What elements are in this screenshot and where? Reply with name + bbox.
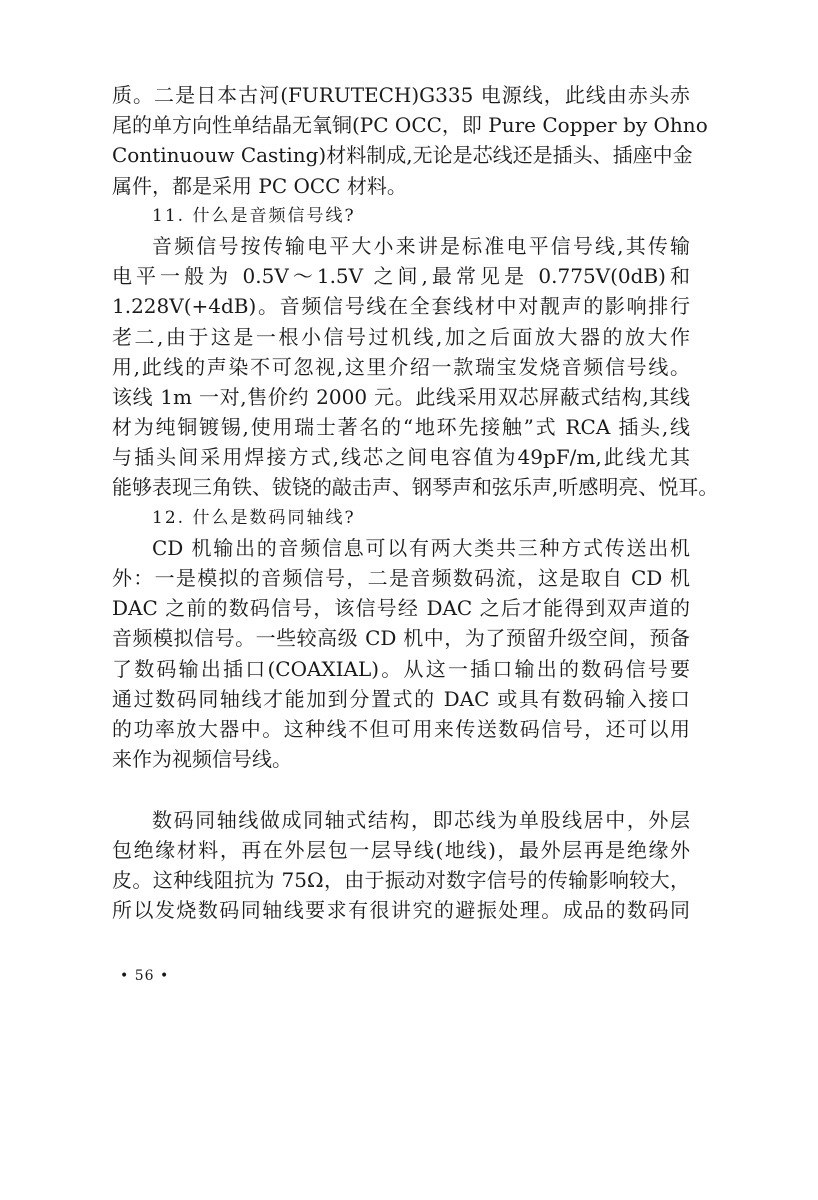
text-line: 与插头间采用焊接方式,线芯之间电容值为49pF/m,此线尤其	[112, 445, 690, 470]
text-line: 老二,由于这是一根小信号过机线,加之后面放大器的放大作	[112, 324, 690, 349]
text-line: 的功率放大器中。这种线不但可用来传送数码信号，还可以用	[112, 716, 690, 741]
text-line: 该线 1m 一对,售价约 2000 元。此线采用双芯屏蔽式结构,其线	[112, 384, 690, 409]
text-line: 能够表现三角铁、钹铙的敲击声、钢琴声和弦乐声,听感明亮、悦耳。	[112, 475, 719, 500]
text-line: 尾的单方向性单结晶无氧铜(PC OCC，即 Pure Copper by Ohno	[112, 113, 708, 138]
text-line: 电平一般为 0.5V～1.5V 之间,最常见是 0.775V(0dB)和	[112, 264, 690, 289]
text-line: 外：一是模拟的音频信号，二是音频数码流，这是取自 CD 机	[112, 566, 690, 590]
text-line: 通过数码同轴线才能加到分置式的 DAC 或具有数码输入接口	[112, 686, 690, 711]
text-line: CD 机输出的音频信息可以有两大类共三种方式传送出机	[152, 535, 690, 560]
text-line: 所以发烧数码同轴线要求有很讲究的避振处理。成品的数码同	[112, 898, 690, 923]
text-line: 数码同轴线做成同轴式结构，即芯线为单股线居中，外层	[152, 807, 690, 832]
text-line: 音频信号按传输电平大小来讲是标准电平信号线,其传输	[152, 233, 690, 258]
text-line: 1.228V(+4dB)。音频信号线在全套线材中对靓声的影响排行	[112, 294, 690, 319]
text-line: 皮。这种线阻抗为 75Ω，由于振动对数字信号的传输影响较大，	[112, 867, 690, 892]
text-line: 质。二是日本古河(FURUTECH)G335 电源线，此线由赤头赤	[112, 83, 690, 107]
text-line: 来作为视频信号线。	[112, 747, 292, 772]
text-line: Continuouw Casting)材料制成,无论是芯线还是插头、插座中金	[112, 143, 693, 168]
text-line: 了数码输出插口(COAXIAL)。从这一插口输出的数码信号要	[112, 656, 690, 681]
text-line: DAC 之前的数码信号，该信号经 DAC 之后才能得到双声道的	[112, 596, 690, 621]
section-heading-12: 12. 什么是数码同轴线?	[152, 507, 356, 528]
paragraph-gap	[112, 774, 690, 804]
page-number: • 56 •	[120, 968, 170, 984]
text-line: 材为纯铜镀锡,使用瑞士著名的“地环先接触”式 RCA 插头,线	[112, 415, 690, 440]
text-line: 用,此线的声染不可忽视,这里介绍一款瑞宝发烧音频信号线。	[112, 354, 690, 379]
text-line: 音频模拟信号。一些较高级 CD 机中，为了预留升级空间，预备	[112, 626, 690, 651]
body-text	[112, 80, 719, 925]
section-heading-11: 11. 什么是音频信号线?	[152, 205, 356, 226]
text-line: 属件，都是采用 PC OCC 材料。	[112, 173, 407, 198]
text-line: 包绝缘材料，再在外层包一层导线(地线)，最外层再是绝缘外	[112, 837, 690, 862]
